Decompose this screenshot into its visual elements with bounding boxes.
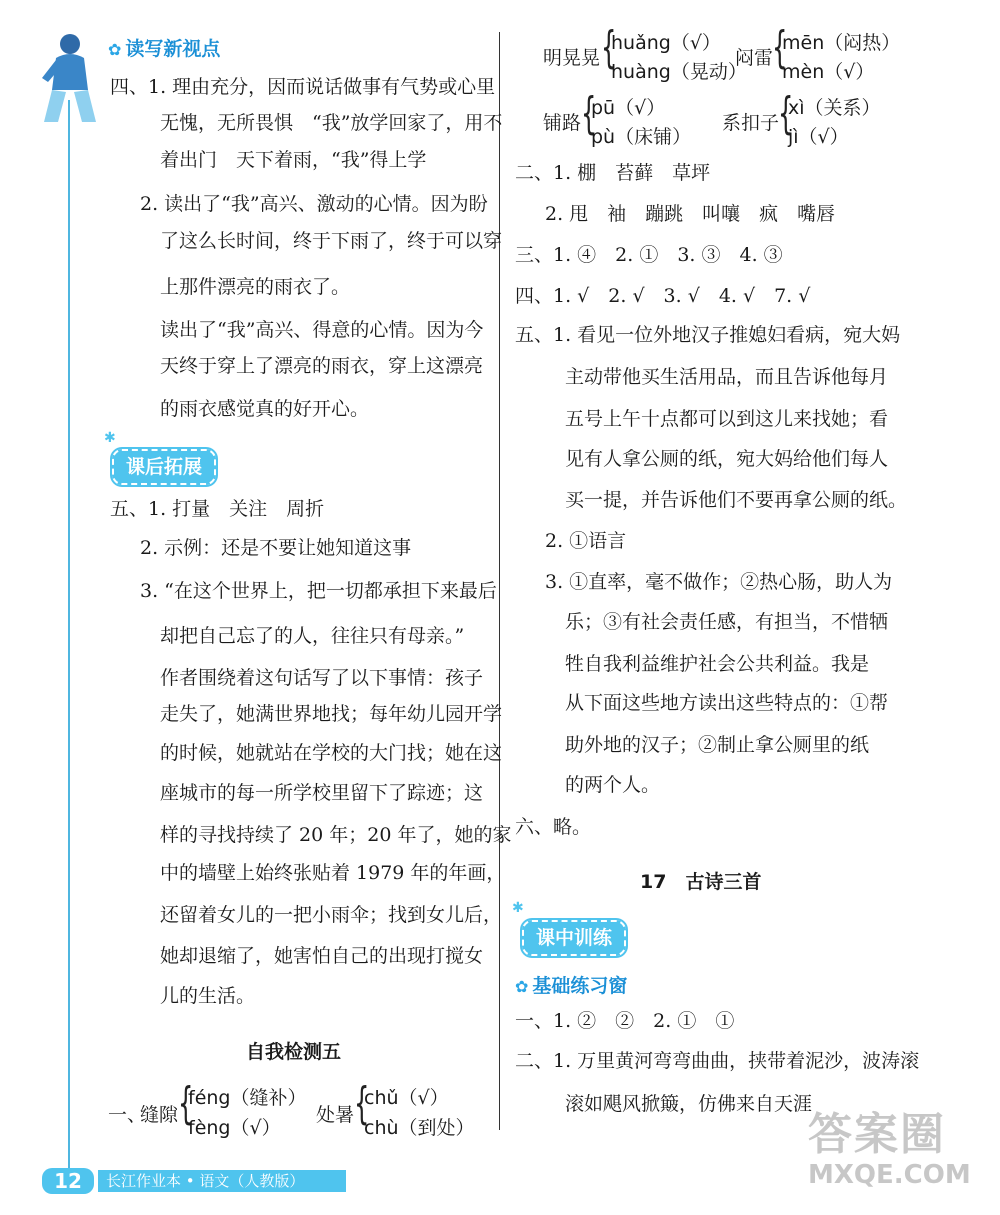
flower-icon: ✿: [515, 977, 529, 996]
word-chu-shu: 处暑: [316, 1104, 355, 1126]
text-line: 六、略。: [515, 816, 592, 838]
text-line: 三、1. ④ 2. ① 3. ③ 4. ③: [515, 244, 783, 266]
text-line: 的时候，她就站在学校的大门找；她在这: [160, 742, 503, 764]
word-ming-huang-huang: 明晃晃: [543, 47, 601, 69]
brace-icon: {: [601, 22, 617, 73]
word-feng-xi: 缝隙: [140, 1104, 179, 1126]
watermark-top: 答案圈: [808, 1109, 946, 1160]
text-line: 四、1. 理由充分，因而说话做事有气势或心里: [110, 76, 496, 98]
text-line: 买一提，并告诉他们不要再拿公厕的纸。: [565, 489, 908, 511]
star-icon: ✱: [512, 900, 524, 916]
text-line: 2. ①语言: [545, 530, 627, 552]
question-prefix: 一、: [108, 1104, 147, 1126]
text-line: 2. 读出了“我”高兴、激动的心情。因为盼: [140, 193, 488, 215]
brace-icon: {: [178, 1078, 194, 1129]
text-line: 主动带他买生活用品，而且告诉他每月: [565, 366, 889, 388]
brace-icon: {: [354, 1078, 370, 1129]
column-divider: [499, 32, 500, 1130]
watermark-bottom: MXQE.COM: [808, 1160, 971, 1190]
section-heading-basic: ✿ 基础练习窗: [515, 975, 628, 997]
text-line: 了这么长时间，终于下雨了，终于可以穿: [160, 230, 503, 252]
pinyin-option: chǔ（√）: [364, 1087, 449, 1109]
text-line: 天终于穿上了漂亮的雨衣，穿上这漂亮: [160, 355, 484, 377]
text-line: 无愧，无所畏惧 “我”放学回家了，用不: [160, 112, 503, 134]
self-check-title: 自我检测五: [246, 1041, 342, 1063]
text-line: 滚如飓风掀簸，仿佛来自天涯: [565, 1093, 813, 1115]
pinyin-option: huǎng（√）: [611, 32, 721, 54]
text-line: 牲自我利益维护社会公共利益。我是: [565, 653, 870, 675]
pinyin-option: chù（到处）: [364, 1117, 475, 1139]
text-line: 走失了，她满世界地找；每年幼儿园开学: [160, 703, 503, 725]
text-line: 见有人拿公厕的纸，宛大妈给他们每人: [565, 448, 889, 470]
badge-after-class: 课后拓展: [112, 449, 216, 485]
text-line: 还留着女儿的一把小雨伞；找到女儿后，: [160, 904, 503, 926]
brace-icon: {: [581, 88, 597, 139]
text-line: 她却退缩了，她害怕自己的出现打搅女: [160, 945, 484, 967]
text-line: 助外地的汉子；②制止拿公厕里的纸: [565, 734, 870, 756]
text-line: 乐；③有社会责任感，有担当，不惜牺: [565, 611, 889, 633]
text-line: 却把自己忘了的人，往往只有母亲。”: [160, 625, 465, 647]
text-line: 2. 甩 袖 蹦跳 叫嚷 疯 嘴唇: [545, 203, 836, 225]
pinyin-option: féng（缝补）: [188, 1087, 307, 1109]
book-title-footer: 长江作业本 • 语文（人教版）: [98, 1170, 346, 1192]
word-men-lei: 闷雷: [735, 47, 774, 69]
text-line: 的雨衣感觉真的好开心。: [160, 398, 370, 420]
brace-icon: {: [778, 88, 794, 139]
text-line: 座城市的每一所学校里留下了踪迹；这: [160, 782, 484, 804]
pinyin-option: xì（关系）: [788, 97, 881, 119]
flower-icon: ✿: [108, 40, 122, 59]
left-margin-line: [68, 100, 70, 1170]
pinyin-option: pù（床铺）: [591, 126, 692, 148]
text-line: 中的墙壁上始终张贴着 1979 年的年画，: [160, 862, 506, 884]
pinyin-option: mèn（√）: [782, 61, 875, 83]
text-line: 的两个人。: [565, 774, 661, 796]
text-line: 五号上午十点都可以到这儿来找她；看: [565, 408, 889, 430]
text-line: 样的寻找持续了 20 年；20 年了，她的家: [160, 824, 512, 846]
pinyin-option: fèng（√）: [188, 1117, 281, 1139]
brace-icon: {: [772, 22, 788, 73]
text-line: 2. 示例：还是不要让她知道这事: [140, 537, 412, 559]
star-icon: ✱: [104, 430, 116, 446]
text-line: 读出了“我”高兴、得意的心情。因为今: [160, 319, 484, 341]
pinyin-option: pū（√）: [591, 97, 666, 119]
text-line: 一、1. ② ② 2. ① ①: [515, 1010, 735, 1032]
text-line: 儿的生活。: [160, 985, 256, 1007]
pinyin-option: mēn（闷热）: [782, 32, 901, 54]
text-line: 3. “在这个世界上，把一切都承担下来最后: [140, 580, 497, 602]
text-line: 从下面这些地方读出这些特点的：①帮: [565, 692, 889, 714]
word-ji-kou-zi: 系扣子: [722, 112, 780, 134]
text-line: 3. ①直率，毫不做作；②热心肠，助人为: [545, 571, 893, 593]
word-pu-lu: 铺路: [543, 112, 582, 134]
text-line: 作者围绕着这句话写了以下事情：孩子: [160, 667, 484, 689]
page-number: 12: [42, 1168, 94, 1194]
text-line: 五、1. 打量 关注 周折: [110, 498, 325, 520]
text-line: 着出门 天下着雨，“我”得上学: [160, 149, 427, 171]
watermark: [808, 1110, 971, 1190]
section-heading-reading: ✿ 读写新视点: [108, 38, 221, 60]
pinyin-option: huàng（晃动）: [611, 61, 747, 83]
text-line: 二、1. 棚 苔藓 草坪: [515, 162, 711, 184]
badge-in-class: 课中训练: [522, 920, 626, 956]
boy-mascot-icon: [36, 30, 104, 130]
lesson-title: 17 古诗三首: [640, 871, 762, 893]
pinyin-option: jì（√）: [788, 126, 849, 148]
text-line: 上那件漂亮的雨衣了。: [160, 276, 351, 298]
text-line: 四、1. √ 2. √ 3. √ 4. √ 7. √: [515, 285, 811, 307]
text-line: 二、1. 万里黄河弯弯曲曲，挟带着泥沙，波涛滚: [515, 1050, 920, 1072]
text-line: 五、1. 看见一位外地汉子推媳妇看病，宛大妈: [515, 324, 901, 346]
